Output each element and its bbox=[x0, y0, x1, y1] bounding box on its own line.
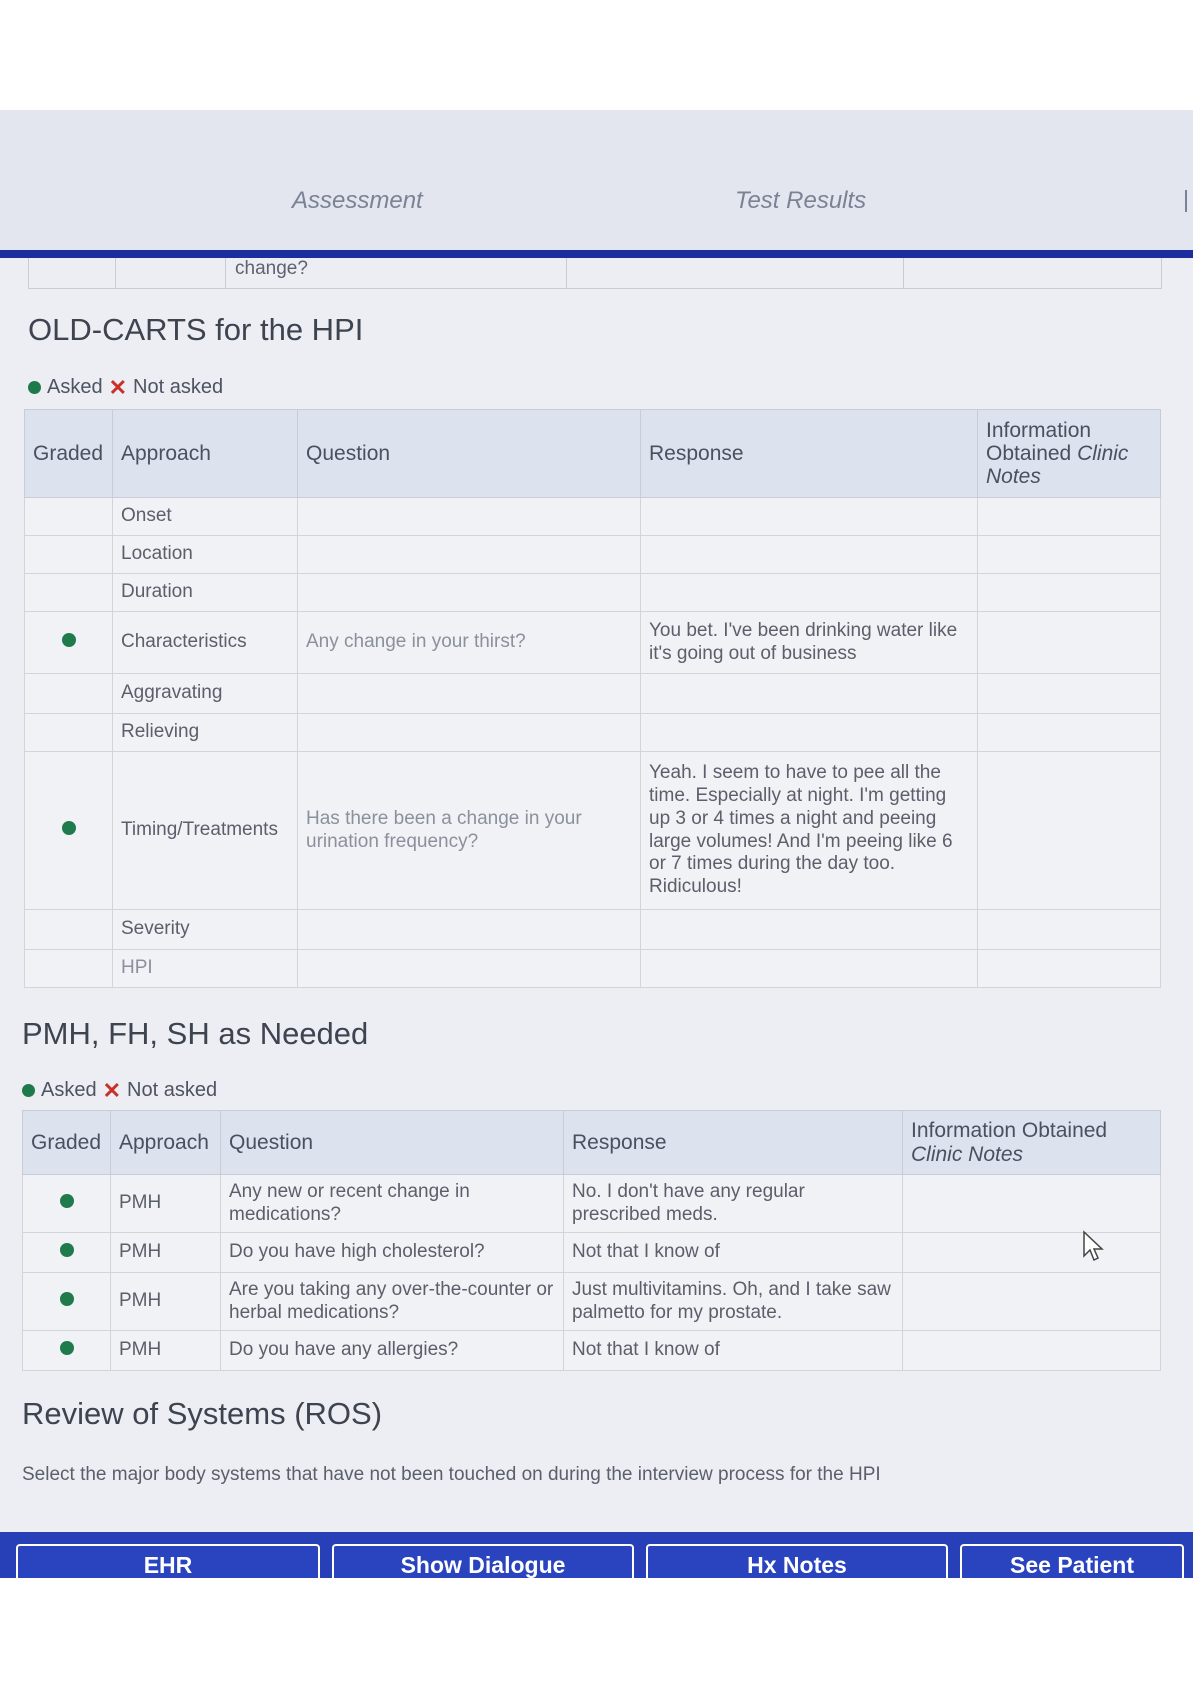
legend-not-asked: Not asked bbox=[127, 1079, 218, 1101]
table-row[interactable] bbox=[25, 612, 1161, 674]
response-cell: Not that I know of bbox=[564, 1331, 903, 1371]
asked-dot-icon bbox=[60, 1341, 74, 1355]
notes-cell[interactable] bbox=[978, 612, 1161, 674]
question-cell: Any new or recent change in medications? bbox=[221, 1175, 564, 1233]
table-header-row bbox=[23, 1111, 1161, 1175]
hx-notes-button[interactable]: Hx Notes bbox=[646, 1544, 948, 1578]
top-navigation bbox=[0, 110, 1193, 250]
graded-cell bbox=[25, 910, 113, 950]
question-cell bbox=[298, 536, 641, 574]
asked-dot-icon bbox=[62, 633, 76, 647]
table-row[interactable] bbox=[23, 1273, 1161, 1331]
response-cell bbox=[641, 674, 978, 714]
response-cell bbox=[641, 574, 978, 612]
question-cell: Any change in your thirst? bbox=[298, 612, 641, 674]
notes-cell[interactable] bbox=[903, 1233, 1161, 1273]
response-cell bbox=[641, 910, 978, 950]
notes-cell[interactable] bbox=[978, 950, 1161, 988]
approach-cell: Duration bbox=[113, 574, 298, 612]
header-question: Question bbox=[298, 410, 641, 498]
response-cell bbox=[641, 536, 978, 574]
response-cell: No. I don't have any regular prescribed meds. bbox=[564, 1175, 903, 1233]
question-cell bbox=[298, 674, 641, 714]
legend-asked: Asked bbox=[47, 376, 103, 398]
table-row[interactable] bbox=[25, 752, 1161, 910]
asked-dot-icon bbox=[62, 821, 76, 835]
table-row[interactable] bbox=[23, 1175, 1161, 1233]
question-cell bbox=[298, 910, 641, 950]
question-cell: Do you have any allergies? bbox=[221, 1331, 564, 1371]
notes-cell[interactable] bbox=[978, 714, 1161, 752]
approach-cell: Relieving bbox=[113, 714, 298, 752]
pmh-title: PMH, FH, SH as Needed bbox=[22, 1016, 369, 1051]
legend-not-asked: Not asked bbox=[133, 376, 224, 398]
approach-cell: Location bbox=[113, 536, 298, 574]
notes-cell[interactable] bbox=[978, 536, 1161, 574]
asked-dot-icon bbox=[60, 1194, 74, 1208]
ros-title: Review of Systems (ROS) bbox=[22, 1396, 383, 1431]
response-cell: Yeah. I seem to have to pee all the time. Especially at night. I'm getting up 3 or 4 times a night and peeing large volumes! And I'm peeing like 6 or 7 times during the day too. Ridiculous! bbox=[641, 752, 978, 910]
question-cell: Has there been a change in your urination frequency? bbox=[298, 752, 641, 910]
table-row[interactable] bbox=[25, 674, 1161, 714]
asked-dot-icon bbox=[28, 381, 41, 394]
notes-cell[interactable] bbox=[978, 752, 1161, 910]
header-approach: Approach bbox=[113, 410, 298, 498]
notes-cell[interactable] bbox=[978, 910, 1161, 950]
question-cell bbox=[298, 714, 641, 752]
table-row[interactable] bbox=[25, 910, 1161, 950]
see-patient-button[interactable]: See Patient bbox=[960, 1544, 1184, 1578]
approach-cell: HPI bbox=[113, 950, 298, 988]
header-response: Response bbox=[564, 1111, 903, 1175]
previous-row-text: change? bbox=[235, 258, 308, 279]
header-information: Information Obtained Clinic Notes bbox=[903, 1111, 1161, 1175]
header-divider bbox=[0, 250, 1193, 258]
approach-cell: PMH bbox=[111, 1175, 221, 1233]
graded-cell bbox=[25, 536, 113, 574]
graded-cell bbox=[25, 498, 113, 536]
approach-cell: Aggravating bbox=[113, 674, 298, 714]
notes-cell[interactable] bbox=[978, 498, 1161, 536]
graded-cell bbox=[25, 574, 113, 612]
table-row[interactable] bbox=[23, 1331, 1161, 1371]
header-graded: Graded bbox=[25, 410, 113, 498]
oldcarts-legend bbox=[28, 376, 223, 399]
asked-dot-icon bbox=[60, 1243, 74, 1257]
oldcarts-table bbox=[24, 409, 1161, 988]
approach-cell: Characteristics bbox=[113, 612, 298, 674]
ehr-button[interactable]: EHR bbox=[16, 1544, 320, 1578]
question-cell: Are you taking any over-the-counter or herbal medications? bbox=[221, 1273, 564, 1331]
response-cell: You bet. I've been drinking water like it's going out of business bbox=[641, 612, 978, 674]
approach-cell: Onset bbox=[113, 498, 298, 536]
table-row[interactable] bbox=[25, 714, 1161, 752]
notes-cell[interactable] bbox=[903, 1331, 1161, 1371]
header-approach: Approach bbox=[111, 1111, 221, 1175]
header-response: Response bbox=[641, 410, 978, 498]
table-row[interactable] bbox=[25, 498, 1161, 536]
nav-edge-marker bbox=[1185, 190, 1187, 212]
graded-cell bbox=[23, 1331, 111, 1371]
graded-cell bbox=[25, 674, 113, 714]
show-dialogue-button[interactable]: Show Dialogue bbox=[332, 1544, 634, 1578]
legend-asked: Asked bbox=[41, 1079, 97, 1101]
previous-table-row bbox=[28, 258, 1162, 289]
graded-cell bbox=[23, 1273, 111, 1331]
asked-dot-icon bbox=[60, 1292, 74, 1306]
approach-cell: Severity bbox=[113, 910, 298, 950]
not-asked-x-icon: ✕ bbox=[108, 374, 128, 400]
approach-cell: PMH bbox=[111, 1233, 221, 1273]
graded-cell bbox=[25, 714, 113, 752]
approach-cell: PMH bbox=[111, 1273, 221, 1331]
notes-cell[interactable] bbox=[903, 1273, 1161, 1331]
pmh-legend bbox=[22, 1079, 217, 1102]
table-row[interactable] bbox=[25, 950, 1161, 988]
table-row[interactable] bbox=[25, 574, 1161, 612]
header-question: Question bbox=[221, 1111, 564, 1175]
bottom-action-bar bbox=[0, 1532, 1193, 1578]
tab-test-results[interactable]: Test Results bbox=[735, 187, 867, 214]
response-cell bbox=[641, 714, 978, 752]
notes-cell[interactable] bbox=[978, 574, 1161, 612]
notes-cell[interactable] bbox=[978, 674, 1161, 714]
app-screen bbox=[0, 110, 1193, 1578]
header-information: Information Obtained Clinic Notes bbox=[978, 410, 1161, 498]
header-graded: Graded bbox=[23, 1111, 111, 1175]
response-cell: Just multivitamins. Oh, and I take saw palmetto for my prostate. bbox=[564, 1273, 903, 1331]
approach-cell: PMH bbox=[111, 1331, 221, 1371]
ros-instruction: Select the major body systems that have not been touched on during the interview process for the HPI bbox=[22, 1464, 881, 1485]
approach-cell: Timing/Treatments bbox=[113, 752, 298, 910]
question-cell bbox=[298, 574, 641, 612]
question-cell bbox=[298, 950, 641, 988]
response-cell bbox=[641, 498, 978, 536]
graded-cell bbox=[25, 752, 113, 910]
notes-cell[interactable] bbox=[903, 1175, 1161, 1233]
tab-assessment[interactable]: Assessment bbox=[292, 187, 423, 214]
graded-cell bbox=[23, 1175, 111, 1233]
oldcarts-title: OLD-CARTS for the HPI bbox=[28, 312, 364, 347]
response-cell: Not that I know of bbox=[564, 1233, 903, 1273]
mouse-pointer-icon bbox=[1082, 1230, 1104, 1262]
asked-dot-icon bbox=[22, 1084, 35, 1097]
question-cell bbox=[298, 498, 641, 536]
table-row[interactable] bbox=[25, 536, 1161, 574]
response-cell bbox=[641, 950, 978, 988]
graded-cell bbox=[23, 1233, 111, 1273]
question-cell: Do you have high cholesterol? bbox=[221, 1233, 564, 1273]
graded-cell bbox=[25, 612, 113, 674]
table-header-row bbox=[25, 410, 1161, 498]
table-row[interactable] bbox=[23, 1233, 1161, 1273]
graded-cell bbox=[25, 950, 113, 988]
pmh-table bbox=[22, 1110, 1161, 1371]
not-asked-x-icon: ✕ bbox=[102, 1077, 122, 1103]
